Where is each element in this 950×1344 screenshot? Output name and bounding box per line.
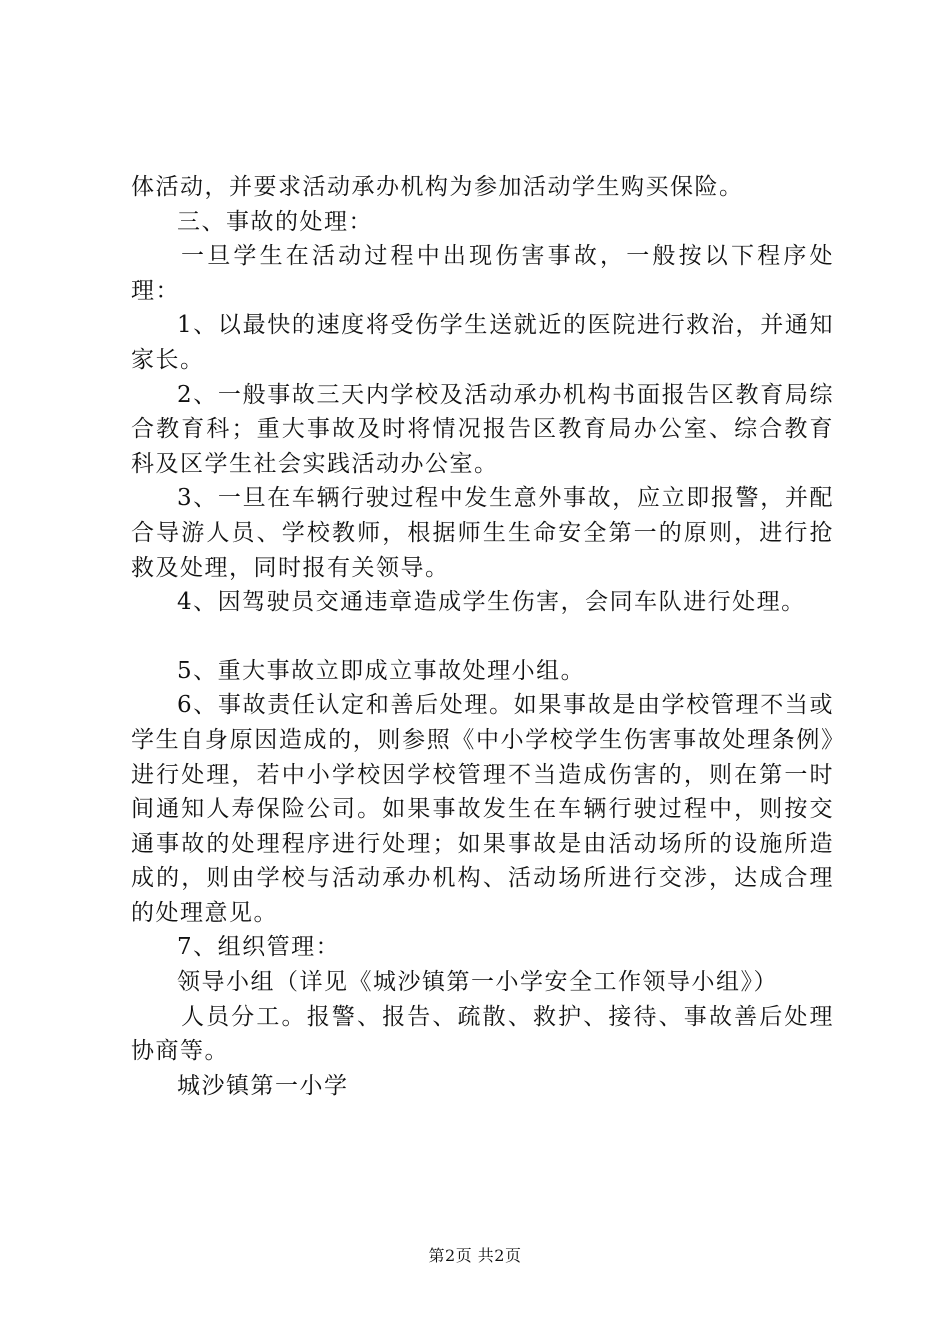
leadership-group: 领导小组（详见《城沙镇第一小学安全工作领导小组》） <box>177 969 778 996</box>
list-item-7: 7、组织管理： <box>177 934 341 961</box>
section-heading: 三、事故的处理： <box>177 208 373 235</box>
list-item-6: 6、事故责任认定和善后处理。如果事故是由学校管理不当或学生自身原因造成的，则参照《中小学校学生伤害事故处理条例》进行处理，若中小学校因学校管理不当造成伤害的，则在第一时间通知人寿保险公司。如果事故发生在车辆行驶过程中，则按交通事故的处理程序进行处理；如果事故是由活动场所的设施所造成的，则由学校与活动承办机构、活动场所进行交涉，达成合理的处理意见。 <box>131 692 834 926</box>
page-footer: 第2页 共2页 <box>428 1246 522 1265</box>
list-item-1: 1、以最快的速度将受伤学生送就近的医院进行救治，并通知家长。 <box>131 312 834 373</box>
list-item-3: 3、一旦在车辆行驶过程中发生意外事故，应立即报警，并配合导游人员、学校教师，根据师生生命安全第一的原则，进行抢救及处理，同时报有关领导。 <box>131 485 834 581</box>
document-body <box>131 170 834 1103</box>
paragraph-intro: 一旦学生在活动过程中出现伤害事故，一般按以下程序处理： <box>131 243 834 304</box>
blank-line <box>131 620 834 654</box>
signature-school-name: 城沙镇第一小学 <box>177 1072 349 1099</box>
paragraph-continuation: 体活动，并要求活动承办机构为参加活动学生购买保险。 <box>131 174 744 200</box>
staff-assignment: 人员分工。报警、报告、疏散、救护、接待、事故善后处理协商等。 <box>131 1003 834 1065</box>
list-item-5: 5、重大事故立即成立事故处理小组。 <box>177 657 586 684</box>
list-item-4: 4、因驾驶员交通违章造成学生伤害，会同车队进行处理。 <box>177 589 806 616</box>
list-item-2: 2、一般事故三天内学校及活动承办机构书面报告区教育局综合教育科；重大事故及时将情况报告区教育局办公室、综合教育科及区学生社会实践活动办公室。 <box>131 381 834 477</box>
